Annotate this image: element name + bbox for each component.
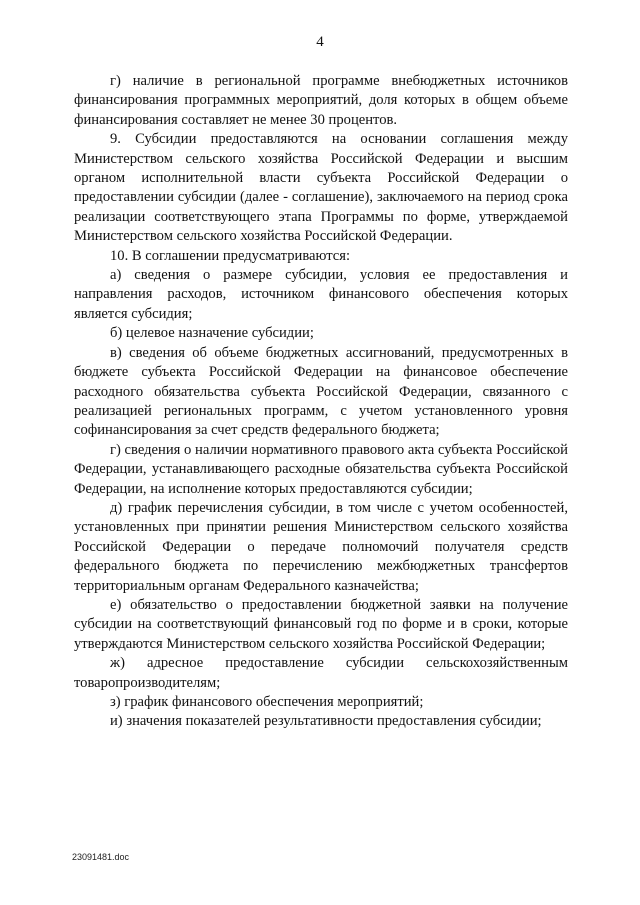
list-item-i: и) значения показателей результативности предоставления субсидии; bbox=[110, 713, 542, 730]
list-item-b: б) целевое назначение субсидии; bbox=[110, 325, 314, 342]
list-item-z: з) график финансового обеспечения мероприятий; bbox=[110, 694, 424, 710]
paragraph-item-g-extrabudgetary: г) наличие в региональной программе внебюджетных источников финансирования программных мероприятий, доля которых в общем объеме финансирования составляет не менее 30 процентов. bbox=[74, 73, 568, 128]
list-item-d: д) график перечисления субсидии, в том числе с учетом особенностей, установленных при принятии решения Министерством сельского хозяйства Российской Федерации о передаче полномочий получателя средств федерального бюджета по перечислению межбюджетных трансфертов территориальным органам Федерального казначейства; bbox=[74, 499, 568, 594]
list-item-v: в) сведения об объеме бюджетных ассигнований, предусмотренных в бюджете субъекта Российской Федерации на финансовое обеспечение расходного обязательства субъекта Российской Федерации, связанного с реализацией региональных программ, с учетом установленного уровня софинансирования за счет средств федерального бюджета; bbox=[74, 344, 568, 439]
document-body bbox=[74, 72, 568, 732]
list-item-e: е) обязательство о предоставлении бюджетной заявки на получение субсидии на соответствующий финансовый год по форме и в сроки, которые утверждаются Министерством сельского хозяйства Российской Федерации; bbox=[74, 596, 568, 652]
document-file-code: 23091481.doc bbox=[72, 852, 130, 862]
page-number: 4 bbox=[316, 34, 324, 50]
paragraph-10-agreement-contents: 10. В соглашении предусматриваются: bbox=[110, 247, 351, 264]
list-item-a: а) сведения о размере субсидии, условия ее предоставления и направления расходов, источником финансового обеспечения которых является субсидия; bbox=[74, 267, 568, 322]
paragraph-9-subsidy-agreement: 9. Субсидии предоставляются на основании соглашения между Министерством сельского хозяйства Российской Федерации и высшим органом исполнительной власти субъекта Российской Федерации о предоставлении субсидии (далее - соглашение), заключаемого на период срока реализации соответствующего этапа Программы по форме, утверждаемой Министерством сельского хозяйства Российской Федерации. bbox=[74, 131, 568, 245]
list-item-g: г) сведения о наличии нормативного правового акта субъекта Российской Федерации, устанавливающего расходные обязательства субъекта Российской Федерации, на исполнение которых предоставляются субсидии; bbox=[74, 441, 568, 497]
list-item-zh: ж) адресное предоставление субсидии сельскохозяйственным товаропроизводителям; bbox=[74, 655, 568, 691]
